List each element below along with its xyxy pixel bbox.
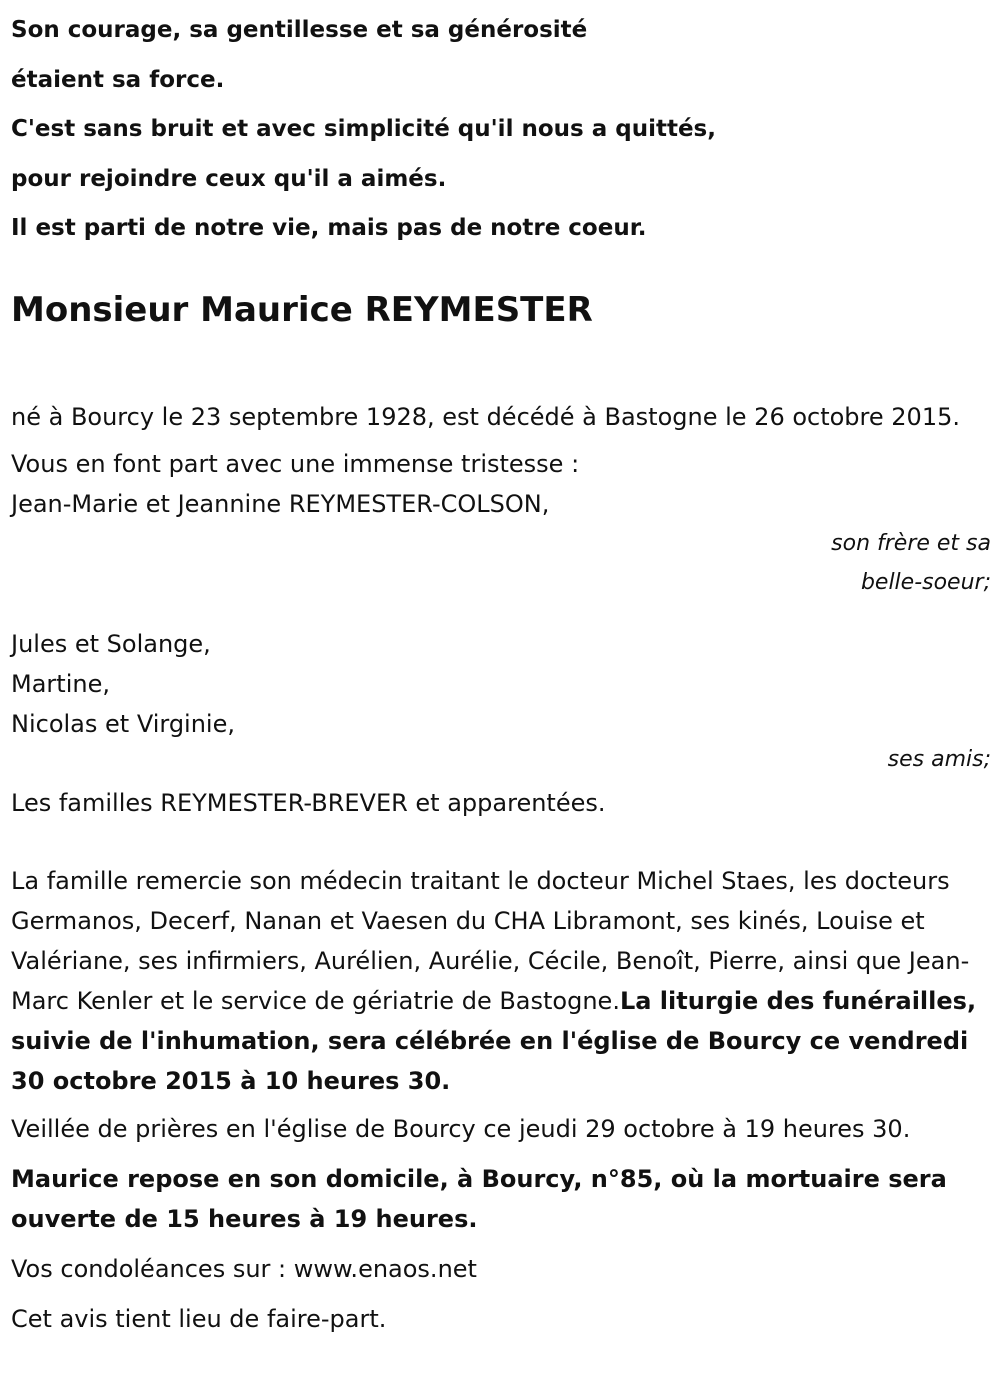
- vigil-text: Veillée de prières en l'église de Bourcy ce jeudi 29 octobre à 19 heures 30.: [11, 1114, 911, 1143]
- poem-line: pour rejoindre ceux qu'il a aimés.: [11, 165, 447, 192]
- thanks-text: La famille remercie son médecin traitant le docteur Michel Staes, les docteurs Germanos, Decerf, Nanan et Vaesen du CHA Libramont, ses kinés, Louise et Valériane, ses infirmiers, Aurélien, Aurélie, Cécile, Benoît, Pierre, ainsi que Jean-Marc Kenler et le service de gériatrie de Bastogne.: [11, 866, 970, 1015]
- family-member-line: Jean-Marie et Jeannine REYMESTER-COLSON,: [11, 489, 550, 518]
- relation-note: son frère et sa belle-soeur;: [831, 530, 991, 595]
- family-member-line: Nicolas et Virginie,: [11, 709, 235, 738]
- families-line: Les familles REYMESTER-BREVER et apparentées.: [11, 788, 606, 817]
- obituary-document: [11, 0, 991, 1339]
- family-member-line: Jules et Solange,: [11, 629, 211, 658]
- rest-text: Maurice repose en son domicile, à Bourcy, n°85, où la mortuaire sera ouverte de 15 heures à 19 heures.: [11, 1164, 947, 1233]
- deceased-name: Monsieur Maurice REYMESTER: [11, 289, 593, 330]
- poem-line: étaient sa force.: [11, 66, 225, 93]
- condolences-text: Vos condoléances sur : www.enaos.net: [11, 1254, 477, 1283]
- funeral-text: La liturgie des funérailles, suivie de l'inhumation, sera célébrée en l'église de Bourcy ce vendredi 30 octobre 2015 à 10 heures 30.: [11, 986, 977, 1095]
- announcement: [11, 444, 991, 823]
- thanks-paragraph: [11, 861, 991, 1101]
- poem: [11, 6, 991, 254]
- poem-line: C'est sans bruit et avec simplicité qu'il nous a quittés,: [11, 116, 716, 142]
- poem-line: Son courage, sa gentillesse et sa générosité: [11, 17, 588, 43]
- birth-death-text: né à Bourcy le 23 septembre 1928, est décédé à Bastogne le 26 octobre 2015.: [11, 402, 960, 431]
- family-member-line: Martine,: [11, 669, 110, 698]
- poem-line: Il est parti de notre vie, mais pas de notre coeur.: [11, 215, 647, 241]
- notice-text: Cet avis tient lieu de faire-part.: [11, 1304, 387, 1333]
- announcement-intro: Vous en font part avec une immense tristesse :: [11, 449, 580, 478]
- relation-note: ses amis;: [887, 746, 991, 772]
